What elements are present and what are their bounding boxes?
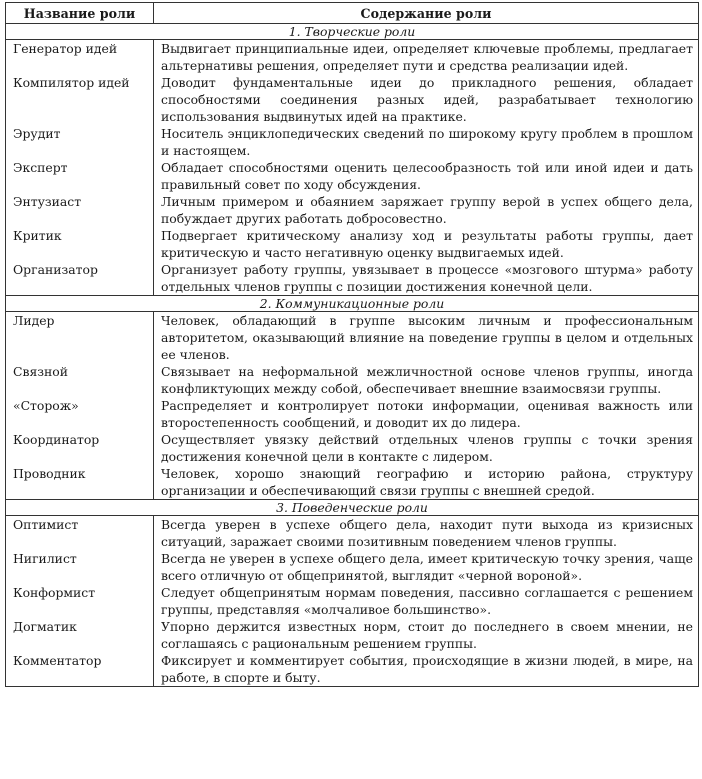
role-name-cell <box>6 584 154 618</box>
role-name-cell <box>6 40 154 75</box>
role-name-cell <box>6 125 154 159</box>
section-header-row <box>6 296 699 312</box>
role-description-cell <box>154 363 699 397</box>
table-row <box>6 465 699 500</box>
role-name: «Сторож» <box>13 398 79 413</box>
role-description-cell <box>154 227 699 261</box>
table-row <box>6 652 699 687</box>
role-description-cell <box>154 516 699 551</box>
table-row <box>6 261 699 296</box>
table-row <box>6 227 699 261</box>
table-row <box>6 40 699 75</box>
table-row <box>6 431 699 465</box>
role-description-cell <box>154 397 699 431</box>
roles-table <box>5 2 699 687</box>
role-name-cell <box>6 431 154 465</box>
role-description-cell <box>154 261 699 296</box>
role-description: Всегда не уверен в успехе общего дела, имеет критическую точку зрения, чаще всего отличную от общепринятой, выглядит «черной вороной». <box>161 551 693 583</box>
role-name: Компилятор идей <box>13 75 130 90</box>
role-name-cell <box>6 74 154 125</box>
header-role-name: Название роли <box>6 3 154 24</box>
role-description-cell <box>154 74 699 125</box>
role-description: Доводит фундаментальные идеи до прикладного решения, обладает способностями соединения разных идей, разрабатывает технологию использования выдвинутых идей на практике. <box>161 75 693 124</box>
role-description: Упорно держится известных норм, стоит до последнего в своем мнении, не соглашаясь с рациональным решением группы. <box>161 619 693 651</box>
table-body <box>6 24 699 687</box>
role-description: Обладает способностями оценить целесообразность той или иной идеи и дать правильный совет по ходу обсуждения. <box>161 160 693 192</box>
section-title: 2. Коммуникационные роли <box>6 296 699 312</box>
role-name-cell <box>6 397 154 431</box>
role-name: Эксперт <box>13 160 68 175</box>
role-name: Генератор идей <box>13 41 118 56</box>
role-description-cell <box>154 584 699 618</box>
section-title: 1. Творческие роли <box>6 24 699 40</box>
section-header-row <box>6 24 699 40</box>
role-description: Человек, хорошо знающий географию и историю района, структуру организации и обеспечивающий связи группы с внешней средой. <box>161 466 693 498</box>
role-name-cell <box>6 193 154 227</box>
role-description: Связывает на неформальной межличностной основе членов группы, иногда конфликтующих между собой, обеспечивает внешние взаимосвязи группы. <box>161 364 693 396</box>
role-name: Координатор <box>13 432 100 447</box>
role-name-cell <box>6 550 154 584</box>
role-description: Подвергает критическому анализу ход и результаты работы группы, дает критическую и часто негативную оценку выдвигаемых идей. <box>161 228 693 260</box>
role-name-cell <box>6 261 154 296</box>
role-name-cell <box>6 516 154 551</box>
role-description: Личным примером и обаянием заряжает группу верой в успех общего дела, побуждает других работать добросовестно. <box>161 194 693 226</box>
role-description-cell <box>154 40 699 75</box>
role-description: Следует общепринятым нормам поведения, пассивно соглашается с решением группы, представляя «молчаливое большинство». <box>161 585 693 617</box>
role-description: Выдвигает принципиальные идеи, определяет ключевые проблемы, предлагает альтернативы решения, определяет пути и средства реализации идей. <box>161 41 693 73</box>
role-name: Лидер <box>13 313 55 328</box>
table-row <box>6 159 699 193</box>
table-row <box>6 618 699 652</box>
role-description-cell <box>154 193 699 227</box>
table-row <box>6 516 699 551</box>
table-row <box>6 74 699 125</box>
role-description-cell <box>154 312 699 364</box>
role-description: Носитель энциклопедических сведений по широкому кругу проблем в прошлом и настоящем. <box>161 126 693 158</box>
role-name: Нигилист <box>13 551 77 566</box>
role-description: Организует работу группы, увязывает в процессе «мозгового штурма» работу отдельных членов группы с позиции достижения конечной цели. <box>161 262 693 294</box>
table-row <box>6 363 699 397</box>
role-description-cell <box>154 618 699 652</box>
role-name-cell <box>6 363 154 397</box>
role-name: Проводник <box>13 466 86 481</box>
role-description-cell <box>154 550 699 584</box>
role-description: Человек, обладающий в группе высоким личным и профессиональным авторитетом, оказывающий влияние на поведение группы в целом и отдельных ее членов. <box>161 313 693 362</box>
role-description-cell <box>154 652 699 687</box>
header-role-content: Содержание роли <box>154 3 699 24</box>
role-description: Всегда уверен в успехе общего дела, находит пути выхода из кризисных ситуаций, заражает своими позитивным поведением членов группы. <box>161 517 693 549</box>
role-name: Комментатор <box>13 653 102 668</box>
role-description-cell <box>154 465 699 500</box>
role-name-cell <box>6 227 154 261</box>
role-name: Догматик <box>13 619 77 634</box>
role-name-cell <box>6 618 154 652</box>
role-name-cell <box>6 652 154 687</box>
table-row <box>6 584 699 618</box>
role-name: Оптимист <box>13 517 79 532</box>
table-row <box>6 312 699 364</box>
role-description: Распределяет и контролирует потоки информации, оценивая важность или второстепенность сообщений, и доводит их до лидера. <box>161 398 693 430</box>
role-description-cell <box>154 431 699 465</box>
table-header-row <box>6 3 699 24</box>
role-name-cell <box>6 465 154 500</box>
role-description-cell <box>154 125 699 159</box>
table-row <box>6 550 699 584</box>
table-row <box>6 193 699 227</box>
table-row <box>6 397 699 431</box>
role-name: Критик <box>13 228 62 243</box>
section-title: 3. Поведенческие роли <box>6 500 699 516</box>
role-name: Энтузиаст <box>13 194 82 209</box>
section-header-row <box>6 500 699 516</box>
role-description-cell <box>154 159 699 193</box>
role-description: Осуществляет увязку действий отдельных членов группы с точки зрения достижения конечной цели в контакте с лидером. <box>161 432 693 464</box>
role-name: Конформист <box>13 585 96 600</box>
role-name-cell <box>6 159 154 193</box>
role-description: Фиксирует и комментирует события, происходящие в жизни людей, в мире, на работе, в спорте и быту. <box>161 653 693 685</box>
role-name: Эрудит <box>13 126 61 141</box>
table-row <box>6 125 699 159</box>
role-name: Связной <box>13 364 69 379</box>
role-name: Организатор <box>13 262 98 277</box>
role-name-cell <box>6 312 154 364</box>
